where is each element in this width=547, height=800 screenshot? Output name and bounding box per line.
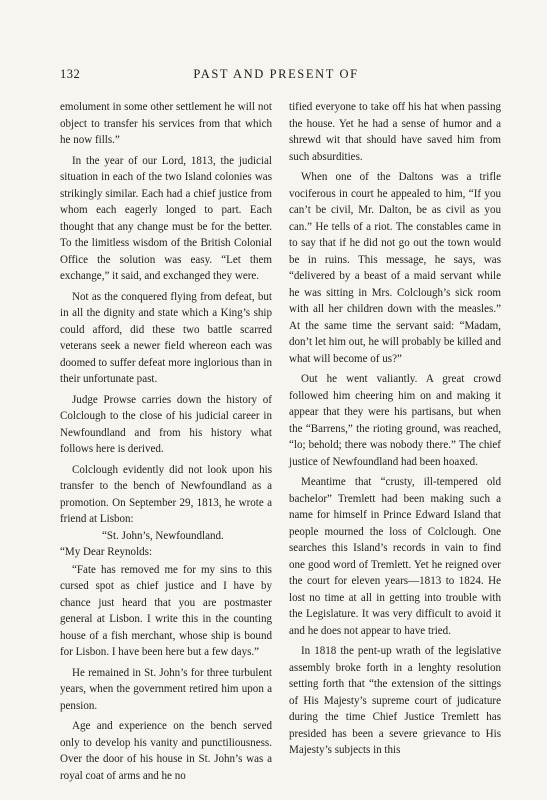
- paragraph: Judge Prowse carries down the history of Colclough to the close of his judicial career in Newfoundland and from his history what follows here is derived.: [60, 393, 272, 455]
- paragraph: He remained in St. John’s for three turbulent years, when the government retired him upon a pension.: [60, 666, 272, 712]
- paragraph: In 1818 the pent-up wrath of the legislative assembly broke forth in a lenghty resolution setting forth that “the extension of the sittings of His Majesty’s supreme court of judicature during the time Chief Justice Tremlett has presided has been a severe grievance to His Majesty’s subjects in this: [289, 645, 501, 756]
- page-header: [60, 67, 492, 83]
- page-number: 132: [60, 67, 81, 81]
- letter-dateline: “St. John’s, Newfoundland.: [102, 529, 224, 542]
- paragraph: Colclough evidently did not look upon his transfer to the bench of Newfoundland as a promotion. On September 29, 1813, he wrote a friend at Lisbon:: [60, 463, 272, 525]
- paragraph: In the year of our Lord, 1813, the judicial situation in each of the two Island colonies was strikingly similar. Each had a chief justice from whom each eagerly longed to part. Each thought that any change must be for the better. To the limitless wisdom of the British Colonial Office the solution was easy. “Let them exchange,” it said, and exchanged they were.: [60, 154, 272, 282]
- right-column: [289, 99, 501, 763]
- paragraph: tified everyone to take off his hat when passing the house. Yet he had a sense of humor and a shrewd wit that should have saved him from such absurdities.: [289, 101, 501, 163]
- letter-body: “Fate has removed me for my sins to this cursed spot as chief justice and I have by chance just heard that you are postmaster general at Lisbon. I write this in the counting house of a fish merchant, whose ship is bound for Lisbon. I have been here but a few days.”: [60, 563, 272, 658]
- paragraph: Meantime that “crusty, ill-tempered old bachelor” Tremlett had been making such a name for himself in Prince Edward Island that people mourned the loss of Colclough. One searches this Island’s records in vain to find one good word of Tremlett. Yet he reigned over the court for eleven years—1813 to 1824. He lost no time at all in getting into trouble with the Legislature. It was very difficult to avoid it and he does not appear to have tried.: [289, 476, 501, 637]
- paragraph: Not as the conquered flying from defeat, but in all the dignity and state which a King’s ship could afford, did these two battle scarred veterans seek a newer field whereon each was doomed to suffer defeat more inglorious than in their unfortunate past.: [60, 290, 272, 385]
- paragraph: When one of the Daltons was a trifle vociferous in court he appealed to him, “If you can’t be civil, Mr. Dalton, be as civil as you can.” He tells of a riot. The constables came in to say that if he did not go out the town would be in ruins. This message, he says, was “delivered by a beast of a maid servant while he was sitting in Mrs. Colclough’s sick room with all her children down with the measles.” At the same time the servant said: “Madam, don’t let him out, he will probably be killed and what will become of us?”: [289, 171, 501, 365]
- running-title: PAST AND PRESENT OF: [193, 67, 359, 81]
- paragraph: emolument in some other settlement he will not object to transfer his services from that which he now fills.”: [60, 101, 272, 146]
- paragraph: Age and experience on the bench served only to develop his vanity and punctiliousness. Over the door of his house in St. John’s was a royal coat of arms and he no: [60, 720, 272, 782]
- letter-salutation: “My Dear Reynolds:: [60, 546, 153, 558]
- left-column: [60, 99, 272, 788]
- paragraph: Out he went valiantly. A great crowd followed him cheering him on and making it appear that they were his partisans, but when the “Barrens,” the rioting ground, was reached, “lo; behold; there was nobody there.” The chief justice of Newfoundland had been hoaxed.: [289, 373, 501, 468]
